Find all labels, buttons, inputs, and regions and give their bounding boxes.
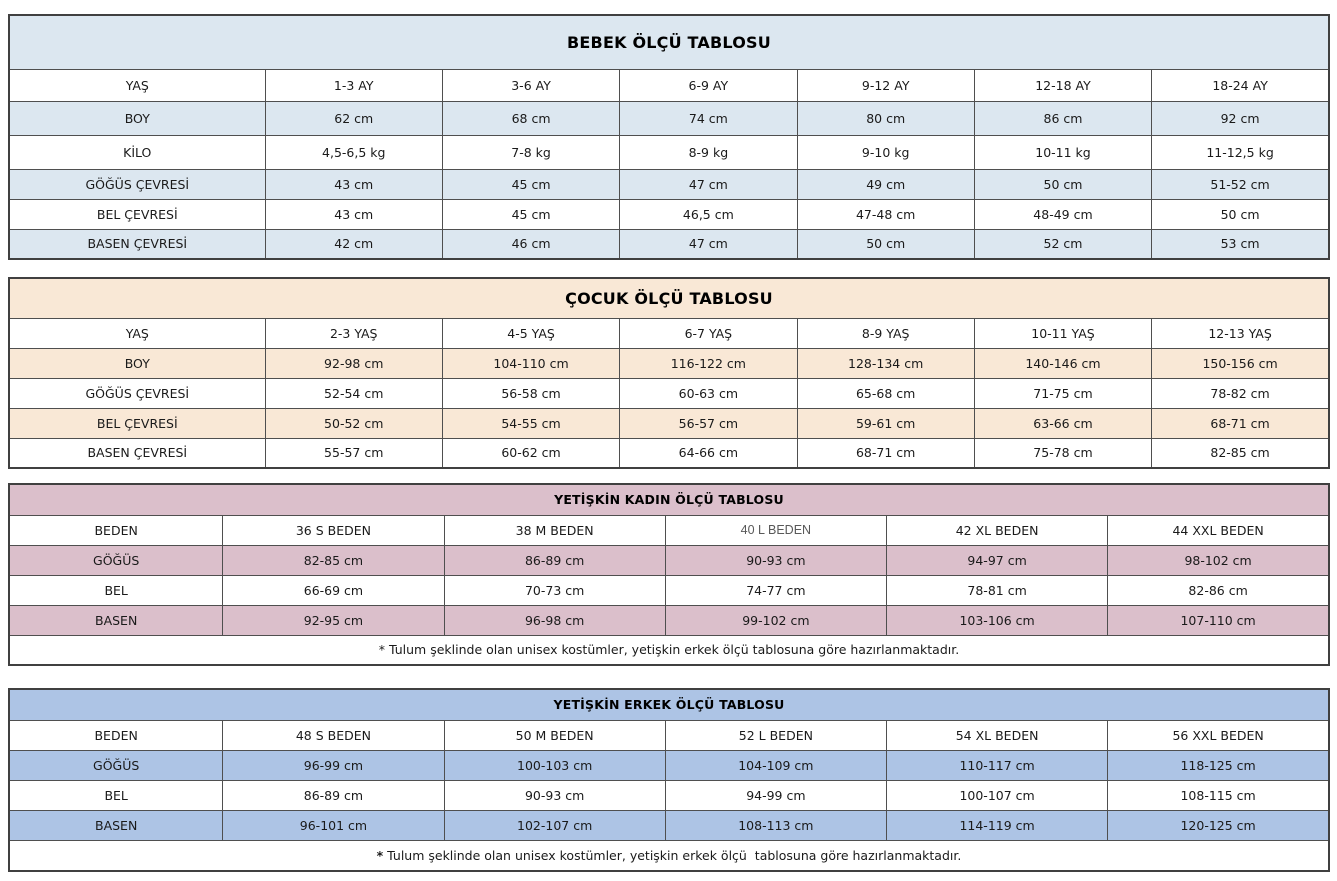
- row-label-cell: BOY: [9, 348, 265, 378]
- value-cell: 92-98 cm: [265, 348, 442, 378]
- table-row: [9, 101, 1329, 135]
- note-cell: [9, 840, 1329, 871]
- header-value-cell: 10-11 YAŞ: [974, 318, 1151, 348]
- value-cell: 42 cm: [265, 229, 442, 259]
- value-cell: 11-12,5 kg: [1152, 135, 1329, 169]
- header-label-cell: BEDEN: [9, 515, 223, 545]
- table-title: ÇOCUK ÖLÇÜ TABLOSU: [9, 278, 1329, 318]
- header-value-cell: 42 XL BEDEN: [886, 515, 1107, 545]
- value-cell: 74 cm: [620, 101, 797, 135]
- header-value-cell: 12-18 AY: [974, 69, 1151, 101]
- value-cell: 78-82 cm: [1152, 378, 1329, 408]
- table-row: [9, 605, 1329, 635]
- table-title-row: [9, 689, 1329, 720]
- row-label-cell: GÖĞÜS: [9, 750, 223, 780]
- header-label-cell: YAŞ: [9, 318, 265, 348]
- cocuk-table-body: [9, 278, 1329, 468]
- value-cell: 59-61 cm: [797, 408, 974, 438]
- row-label-cell: KİLO: [9, 135, 265, 169]
- value-cell: 47 cm: [620, 169, 797, 199]
- table-header-row: [9, 69, 1329, 101]
- value-cell: 82-85 cm: [1152, 438, 1329, 468]
- value-cell: 116-122 cm: [620, 348, 797, 378]
- value-cell: 70-73 cm: [444, 575, 665, 605]
- value-cell: 103-106 cm: [886, 605, 1107, 635]
- cocuk-size-table: [8, 277, 1330, 469]
- yetiskin-kadin-size-table: [8, 483, 1330, 666]
- value-cell: 86-89 cm: [444, 545, 665, 575]
- value-cell: 10-11 kg: [974, 135, 1151, 169]
- table-row: [9, 780, 1329, 810]
- kadin-table-body: [9, 484, 1329, 665]
- table-row: [9, 438, 1329, 468]
- header-value-cell: 3-6 AY: [442, 69, 619, 101]
- value-cell: 63-66 cm: [974, 408, 1151, 438]
- note-cell: [9, 635, 1329, 665]
- header-value-cell: 36 S BEDEN: [223, 515, 444, 545]
- value-cell: 47 cm: [620, 229, 797, 259]
- header-value-cell: 52 L BEDEN: [665, 720, 886, 750]
- note-text: Tulum şeklinde olan unisex kostümler, yetişkin erkek ölçü tablosuna göre hazırlanmaktadır.: [385, 642, 960, 658]
- value-cell: 50 cm: [974, 169, 1151, 199]
- value-cell: 46,5 cm: [620, 199, 797, 229]
- value-cell: 100-103 cm: [444, 750, 665, 780]
- value-cell: 150-156 cm: [1152, 348, 1329, 378]
- header-value-cell: 54 XL BEDEN: [886, 720, 1107, 750]
- value-cell: 108-113 cm: [665, 810, 886, 840]
- value-cell: 114-119 cm: [886, 810, 1107, 840]
- row-label-cell: BASEN: [9, 605, 223, 635]
- table-row: [9, 348, 1329, 378]
- value-cell: 55-57 cm: [265, 438, 442, 468]
- value-cell: 68-71 cm: [1152, 408, 1329, 438]
- header-label-cell: YAŞ: [9, 69, 265, 101]
- note-asterisk: *: [376, 847, 384, 863]
- note-asterisk: *: [378, 642, 386, 658]
- yetiskin-erkek-size-table: [8, 688, 1330, 872]
- value-cell: 104-110 cm: [442, 348, 619, 378]
- value-cell: 90-93 cm: [444, 780, 665, 810]
- table-title-row: [9, 15, 1329, 69]
- header-label-cell: BEDEN: [9, 720, 223, 750]
- header-value-cell: 40 L BEDEN: [665, 515, 886, 545]
- table-header-row: [9, 720, 1329, 750]
- table-title: BEBEK ÖLÇÜ TABLOSU: [9, 15, 1329, 69]
- value-cell: 96-99 cm: [223, 750, 444, 780]
- value-cell: 8-9 kg: [620, 135, 797, 169]
- value-cell: 56-58 cm: [442, 378, 619, 408]
- table-row: [9, 229, 1329, 259]
- value-cell: 66-69 cm: [223, 575, 444, 605]
- value-cell: 82-86 cm: [1108, 575, 1329, 605]
- value-cell: 54-55 cm: [442, 408, 619, 438]
- bebek-size-table: [8, 14, 1330, 260]
- value-cell: 110-117 cm: [886, 750, 1107, 780]
- value-cell: 62 cm: [265, 101, 442, 135]
- value-cell: 49 cm: [797, 169, 974, 199]
- value-cell: 48-49 cm: [974, 199, 1151, 229]
- value-cell: 96-101 cm: [223, 810, 444, 840]
- value-cell: 107-110 cm: [1108, 605, 1329, 635]
- row-label-cell: BOY: [9, 101, 265, 135]
- value-cell: 94-99 cm: [665, 780, 886, 810]
- value-cell: 65-68 cm: [797, 378, 974, 408]
- table-header-row: [9, 515, 1329, 545]
- value-cell: 98-102 cm: [1108, 545, 1329, 575]
- value-cell: 50 cm: [1152, 199, 1329, 229]
- row-label-cell: GÖĞÜS: [9, 545, 223, 575]
- value-cell: 99-102 cm: [665, 605, 886, 635]
- header-value-cell: 6-7 YAŞ: [620, 318, 797, 348]
- row-label-cell: GÖĞÜS ÇEVRESİ: [9, 169, 265, 199]
- value-cell: 71-75 cm: [974, 378, 1151, 408]
- table-row: [9, 135, 1329, 169]
- header-value-cell: 44 XXL BEDEN: [1108, 515, 1329, 545]
- erkek-table-section: [8, 688, 1330, 872]
- value-cell: 50 cm: [797, 229, 974, 259]
- table-row: [9, 378, 1329, 408]
- header-value-cell: 9-12 AY: [797, 69, 974, 101]
- row-label-cell: BASEN: [9, 810, 223, 840]
- value-cell: 80 cm: [797, 101, 974, 135]
- value-cell: 128-134 cm: [797, 348, 974, 378]
- table-row: [9, 810, 1329, 840]
- value-cell: 140-146 cm: [974, 348, 1151, 378]
- value-cell: 102-107 cm: [444, 810, 665, 840]
- value-cell: 75-78 cm: [974, 438, 1151, 468]
- value-cell: 82-85 cm: [223, 545, 444, 575]
- value-cell: 104-109 cm: [665, 750, 886, 780]
- value-cell: 60-63 cm: [620, 378, 797, 408]
- note-text: Tulum şeklinde olan unisex kostümler, yetişkin erkek ölçü tablosuna göre hazırlanmaktadır.: [383, 847, 962, 863]
- header-value-cell: 50 M BEDEN: [444, 720, 665, 750]
- value-cell: 86 cm: [974, 101, 1151, 135]
- row-label-cell: BEL: [9, 575, 223, 605]
- row-label-cell: BEL ÇEVRESİ: [9, 408, 265, 438]
- value-cell: 68 cm: [442, 101, 619, 135]
- value-cell: 45 cm: [442, 199, 619, 229]
- bebek-table-body: [9, 15, 1329, 259]
- value-cell: 43 cm: [265, 169, 442, 199]
- row-label-cell: BEL: [9, 780, 223, 810]
- row-label-cell: GÖĞÜS ÇEVRESİ: [9, 378, 265, 408]
- value-cell: 50-52 cm: [265, 408, 442, 438]
- header-value-cell: 1-3 AY: [265, 69, 442, 101]
- header-value-cell: 56 XXL BEDEN: [1108, 720, 1329, 750]
- value-cell: 9-10 kg: [797, 135, 974, 169]
- table-row: [9, 545, 1329, 575]
- value-cell: 68-71 cm: [797, 438, 974, 468]
- header-value-cell: 48 S BEDEN: [223, 720, 444, 750]
- value-cell: 108-115 cm: [1108, 780, 1329, 810]
- value-cell: 4,5-6,5 kg: [265, 135, 442, 169]
- value-cell: 46 cm: [442, 229, 619, 259]
- table-title-row: [9, 484, 1329, 515]
- header-value-cell: 18-24 AY: [1152, 69, 1329, 101]
- row-label-cell: BASEN ÇEVRESİ: [9, 438, 265, 468]
- table-row: [9, 575, 1329, 605]
- value-cell: 92-95 cm: [223, 605, 444, 635]
- value-cell: 51-52 cm: [1152, 169, 1329, 199]
- table-title: YETİŞKİN KADIN ÖLÇÜ TABLOSU: [9, 484, 1329, 515]
- value-cell: 78-81 cm: [886, 575, 1107, 605]
- value-cell: 118-125 cm: [1108, 750, 1329, 780]
- value-cell: 53 cm: [1152, 229, 1329, 259]
- bebek-table-section: [8, 14, 1330, 260]
- header-value-cell: 38 M BEDEN: [444, 515, 665, 545]
- value-cell: 100-107 cm: [886, 780, 1107, 810]
- value-cell: 86-89 cm: [223, 780, 444, 810]
- value-cell: 43 cm: [265, 199, 442, 229]
- erkek-table-body: [9, 689, 1329, 871]
- row-label-cell: BASEN ÇEVRESİ: [9, 229, 265, 259]
- value-cell: 120-125 cm: [1108, 810, 1329, 840]
- header-value-cell: 6-9 AY: [620, 69, 797, 101]
- kadin-table-section: [8, 483, 1330, 666]
- value-cell: 64-66 cm: [620, 438, 797, 468]
- value-cell: 52-54 cm: [265, 378, 442, 408]
- table-note-row: [9, 635, 1329, 665]
- value-cell: 47-48 cm: [797, 199, 974, 229]
- header-value-cell: 2-3 YAŞ: [265, 318, 442, 348]
- header-value-cell: 8-9 YAŞ: [797, 318, 974, 348]
- value-cell: 74-77 cm: [665, 575, 886, 605]
- header-value-cell: 4-5 YAŞ: [442, 318, 619, 348]
- value-cell: 7-8 kg: [442, 135, 619, 169]
- value-cell: 90-93 cm: [665, 545, 886, 575]
- cocuk-table-section: [8, 277, 1330, 469]
- header-value-cell: 12-13 YAŞ: [1152, 318, 1329, 348]
- table-row: [9, 199, 1329, 229]
- row-label-cell: BEL ÇEVRESİ: [9, 199, 265, 229]
- table-note-row: [9, 840, 1329, 871]
- value-cell: 60-62 cm: [442, 438, 619, 468]
- table-title: YETİŞKİN ERKEK ÖLÇÜ TABLOSU: [9, 689, 1329, 720]
- value-cell: 92 cm: [1152, 101, 1329, 135]
- value-cell: 94-97 cm: [886, 545, 1107, 575]
- table-row: [9, 750, 1329, 780]
- value-cell: 52 cm: [974, 229, 1151, 259]
- table-row: [9, 169, 1329, 199]
- table-row: [9, 408, 1329, 438]
- value-cell: 96-98 cm: [444, 605, 665, 635]
- table-header-row: [9, 318, 1329, 348]
- value-cell: 56-57 cm: [620, 408, 797, 438]
- table-title-row: [9, 278, 1329, 318]
- value-cell: 45 cm: [442, 169, 619, 199]
